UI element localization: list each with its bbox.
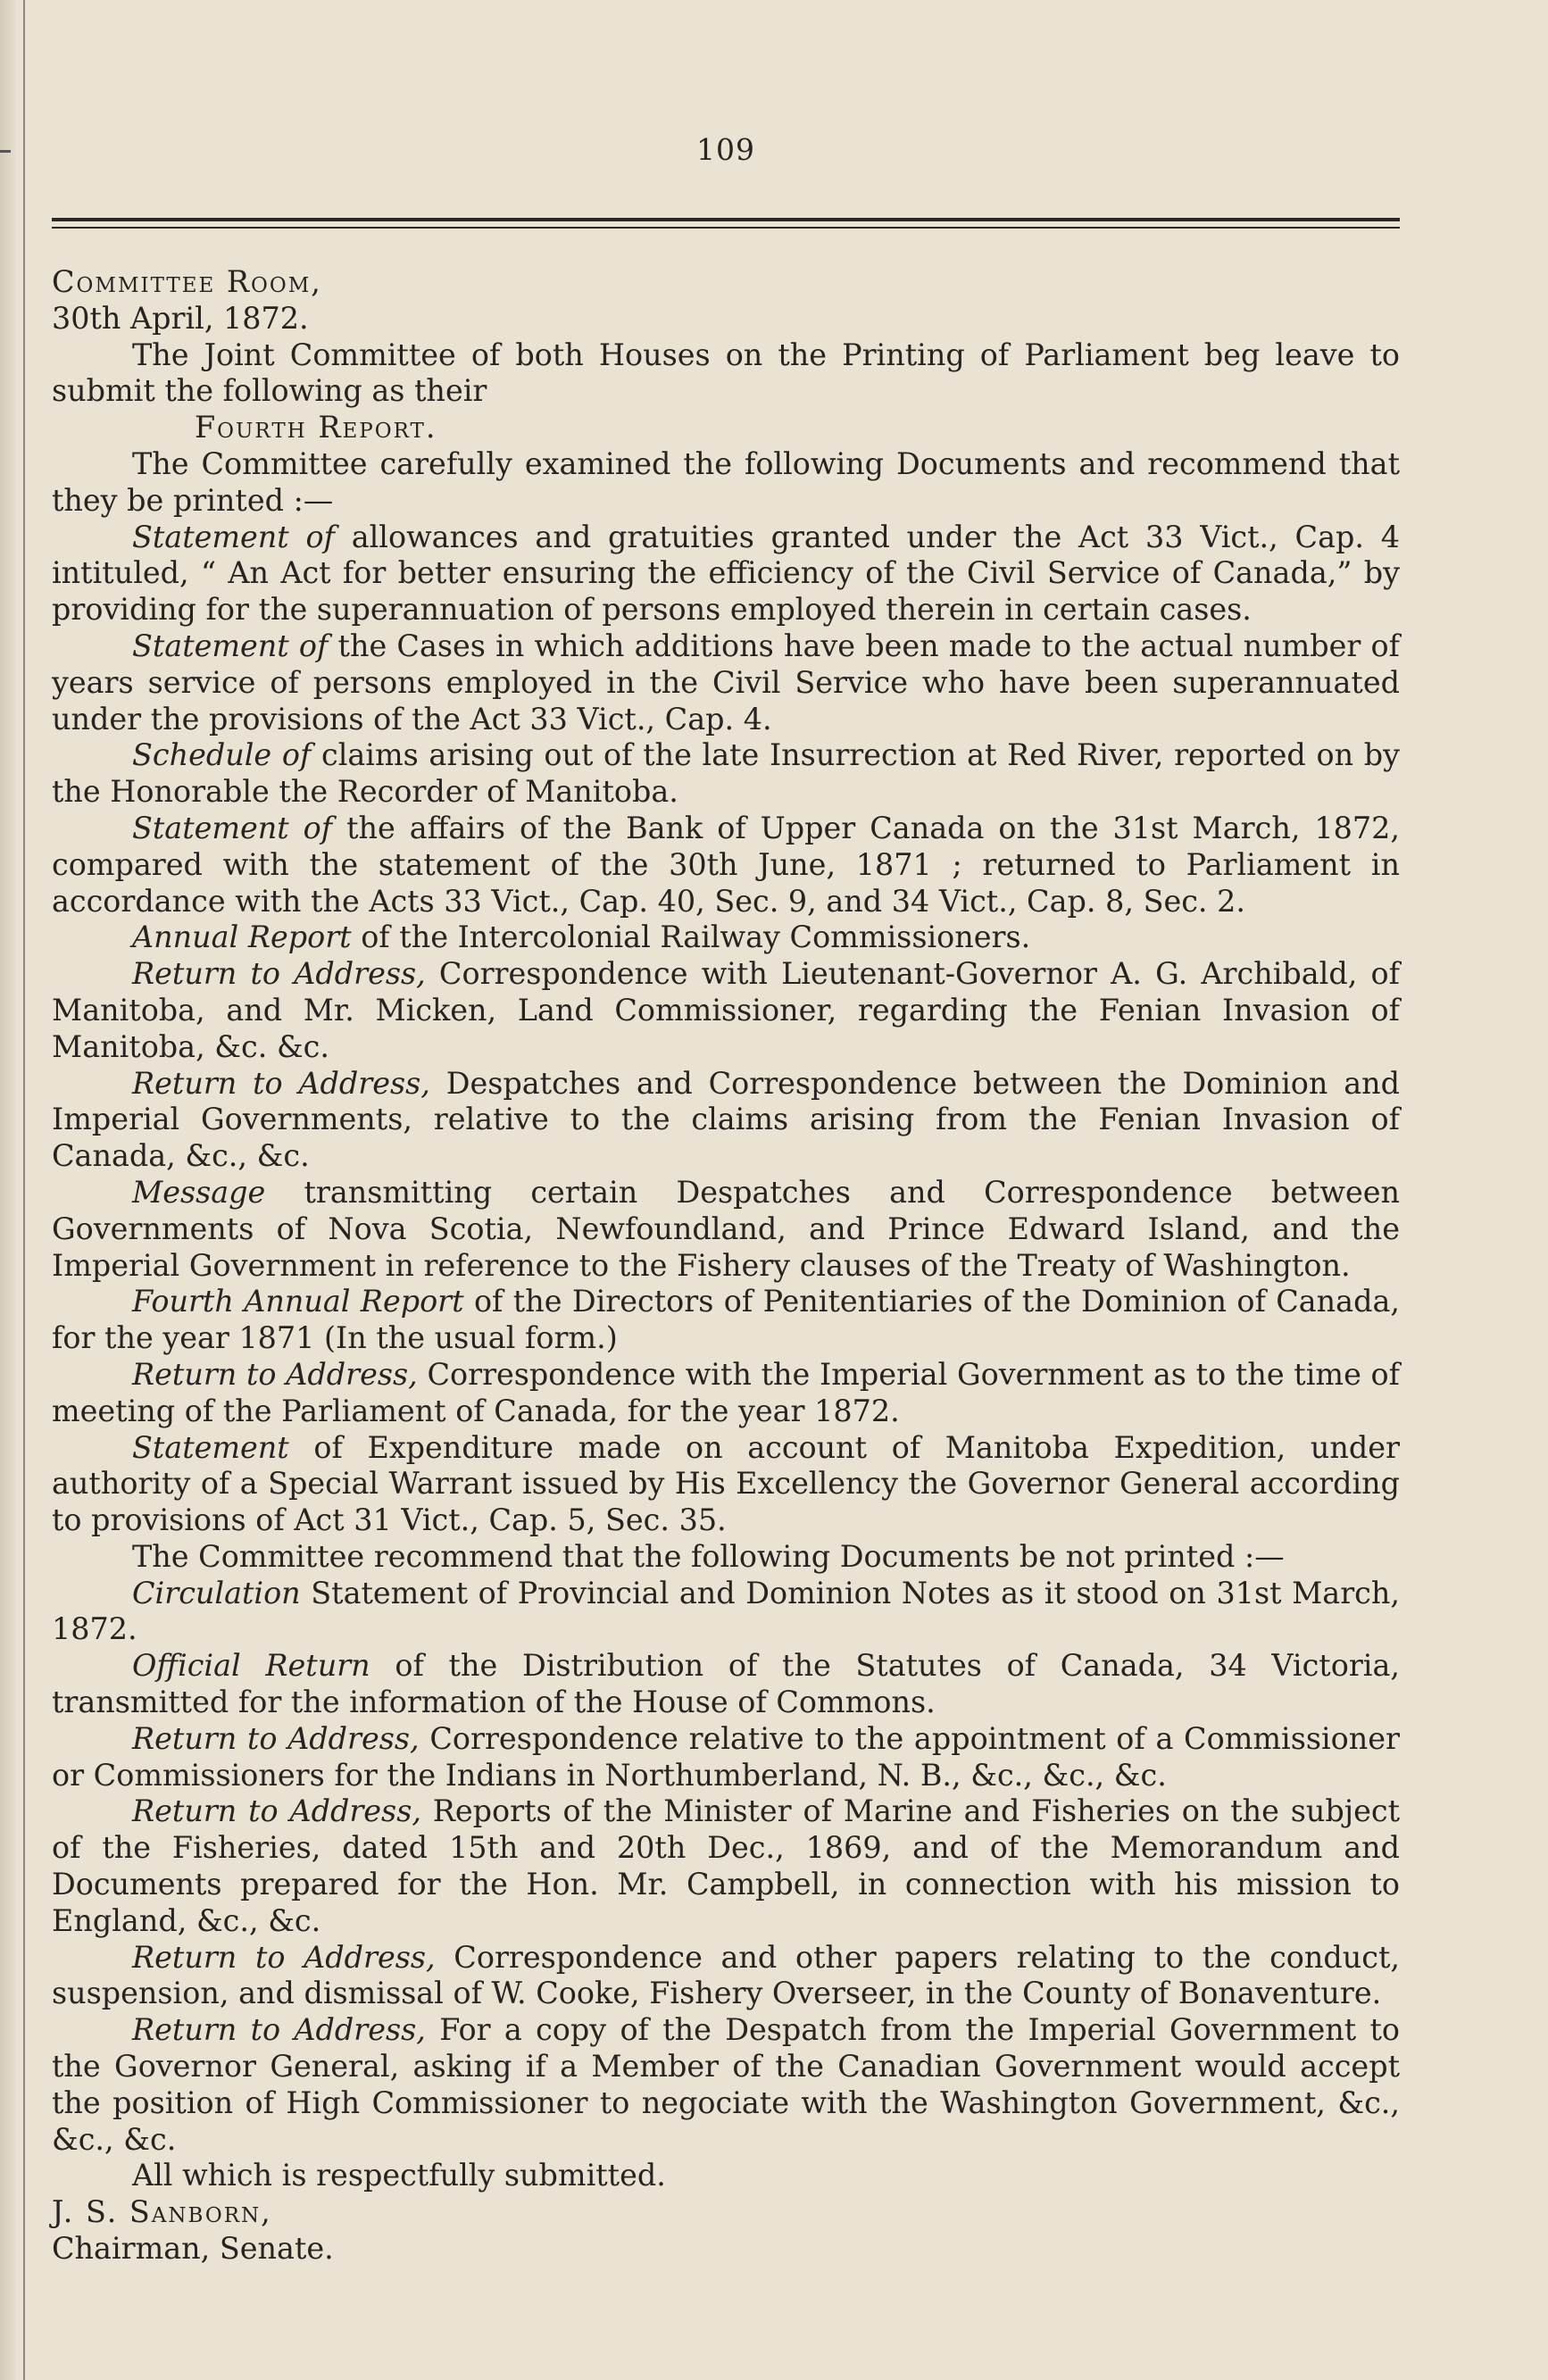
item-title: Return to Address, bbox=[132, 1939, 436, 1975]
list-item bbox=[52, 1793, 1400, 1939]
report-body bbox=[52, 264, 1400, 2268]
list-item bbox=[52, 628, 1400, 737]
header-rule-thin bbox=[52, 227, 1400, 229]
signature-name: J. S. Sanborn, bbox=[52, 2194, 272, 2230]
lead-not-printed: The Committee recommend that the following Documents be not printed :— bbox=[132, 1538, 1285, 1574]
item-title: Fourth Annual Report bbox=[132, 1284, 464, 1319]
page-number: 109 bbox=[696, 132, 755, 167]
item-text: claims arising out of the late Insurrection at Red River, reported on by the Honorable the Recorder of Manitoba. bbox=[52, 737, 1400, 810]
list-item bbox=[52, 811, 1400, 920]
item-title: Return to Address, bbox=[132, 2012, 426, 2048]
item-title: Schedule of bbox=[132, 737, 312, 773]
item-text: the Cases in which additions have been made to the actual number of years service of persons employed in the Civil Service who have been superannuated under the provisions of the Act 33 Vict., Cap. 4. bbox=[52, 628, 1400, 736]
list-item bbox=[52, 1357, 1400, 1430]
item-title: Statement of bbox=[132, 810, 333, 845]
list-item bbox=[52, 1066, 1400, 1175]
committee-room: Committee Room, bbox=[52, 264, 322, 299]
list-item bbox=[52, 520, 1400, 628]
list-item bbox=[52, 1175, 1400, 1284]
item-title: Official Return bbox=[132, 1648, 370, 1684]
item-title: Statement bbox=[132, 1429, 289, 1465]
printed-list bbox=[52, 520, 1400, 1539]
item-text: the affairs of the Bank of Upper Canada on the 31st March, 1872, compared with the statement of the 30th June, 1871 ; returned to Parliament in accordance with the Acts 33 Vict., Cap. 40, Sec. 9, and 34 Vict., Cap. 8, Sec. 2. bbox=[52, 810, 1400, 919]
item-title: Statement of bbox=[132, 519, 335, 554]
not-printed-list bbox=[52, 1576, 1400, 2159]
item-text: Despatches and Correspondence between the Dominion and Imperial Governments, relative to the claims arising from the Fenian Invasion of Canada, &c., &c. bbox=[52, 1065, 1401, 1174]
item-text: Correspondence with the Imperial Government as to the time of meeting of the Parliament of Canada, for the year 1872. bbox=[52, 1356, 1401, 1428]
item-text: For a copy of the Despatch from the Imperial Government to the Governor General, asking if a Member of the Canadian Government would accept the position of High Commissioner to negociate with the Washington Government, &c., &c., &c. bbox=[52, 2012, 1400, 2157]
lead-printed: The Committee carefully examined the following Documents and recommend that they be printed :— bbox=[52, 445, 1400, 518]
list-item bbox=[52, 1576, 1400, 1649]
item-title: Return to Address, bbox=[132, 1720, 420, 1756]
item-title: Return to Address, bbox=[132, 1356, 418, 1392]
item-text: allowances and gratuities granted under the Act 33 Vict., Cap. 4 intituled, “ An Act for better ensuring the efficiency of the Civil Service of Canada,” by providing for the superannuation of persons employed therein in certain cases. bbox=[52, 519, 1400, 628]
item-text: Statement of Provincial and Dominion Notes as it stood on 31st March, 1872. bbox=[52, 1575, 1400, 1647]
signature-title: Chairman, Senate. bbox=[52, 2231, 334, 2267]
list-item bbox=[52, 1940, 1400, 2013]
intro-paragraph: The Joint Committee of both Houses on the Printing of Parliament beg leave to submit the following as their bbox=[52, 337, 1400, 409]
item-title: Annual Report bbox=[132, 920, 352, 955]
item-text: of the Directors of Penitentiaries of the Dominion of Canada, for the year 1871 (In the usual form.) bbox=[52, 1284, 1400, 1356]
list-item bbox=[52, 1648, 1400, 1721]
item-title: Message bbox=[132, 1174, 266, 1210]
binding-line bbox=[23, 0, 25, 2380]
item-text: Correspondence and other papers relating to the conduct, suspension, and dismissal of W. Cooke, Fishery Overseer, in the County of Bonaventure. bbox=[52, 1939, 1400, 2011]
item-text: transmitting certain Despatches and Correspondence between Governments of Nova Scotia, Newfoundland, and Prince Edward Island, and the Imperial Government in reference to the Fishery clauses of the Treaty of Washington. bbox=[52, 1174, 1400, 1283]
item-title: Return to Address, bbox=[132, 956, 426, 992]
list-item bbox=[52, 2012, 1400, 2158]
item-text: of the Intercolonial Railway Commissioners. bbox=[351, 920, 1031, 955]
report-title: Fourth Report. bbox=[195, 410, 437, 445]
item-text: of the Distribution of the Statutes of Canada, 34 Victoria, transmitted for the information of the House of Commons. bbox=[52, 1648, 1400, 1720]
report-date: 30th April, 1872. bbox=[52, 300, 309, 336]
list-item bbox=[52, 737, 1400, 811]
list-item bbox=[52, 956, 1400, 1065]
list-item bbox=[52, 1284, 1400, 1357]
item-text: Reports of the Minister of Marine and Fisheries on the subject of the Fisheries, dated 15th and 20th Dec., 1869, and of the Memorandum and Documents prepared for the Hon. Mr. Campbell, in connection with his mission to England, &c., &c. bbox=[52, 1793, 1401, 1938]
list-item bbox=[52, 1430, 1400, 1539]
header-rule-thick bbox=[52, 218, 1400, 221]
list-item bbox=[52, 1721, 1400, 1794]
binding-mark bbox=[0, 150, 11, 153]
item-text: Correspondence relative to the appointment of a Commissioner or Commissioners for the Indians in Northumberland, N. B., &c., &c., &c. bbox=[52, 1720, 1400, 1793]
item-title: Circulation bbox=[132, 1575, 301, 1610]
item-text: of Expenditure made on account of Manitoba Expedition, under authority of a Special Warrant issued by His Excellency the Governor General according to provisions of Act 31 Vict., Cap. 5, Sec. 35. bbox=[52, 1429, 1400, 1538]
closing-line: All which is respectfully submitted. bbox=[132, 2158, 666, 2193]
item-title: Return to Address, bbox=[132, 1065, 430, 1101]
document-page bbox=[52, 0, 1400, 2380]
list-item bbox=[52, 920, 1400, 956]
page-spine bbox=[0, 0, 16, 2380]
item-title: Return to Address, bbox=[132, 1793, 421, 1829]
item-text: Correspondence with Lieutenant-Governor A. G. Archibald, of Manitoba, and Mr. Micken, Land Commissioner, regarding the Fenian Invasion of Manitoba, &c. &c. bbox=[52, 956, 1400, 1064]
item-title: Statement of bbox=[132, 628, 329, 663]
